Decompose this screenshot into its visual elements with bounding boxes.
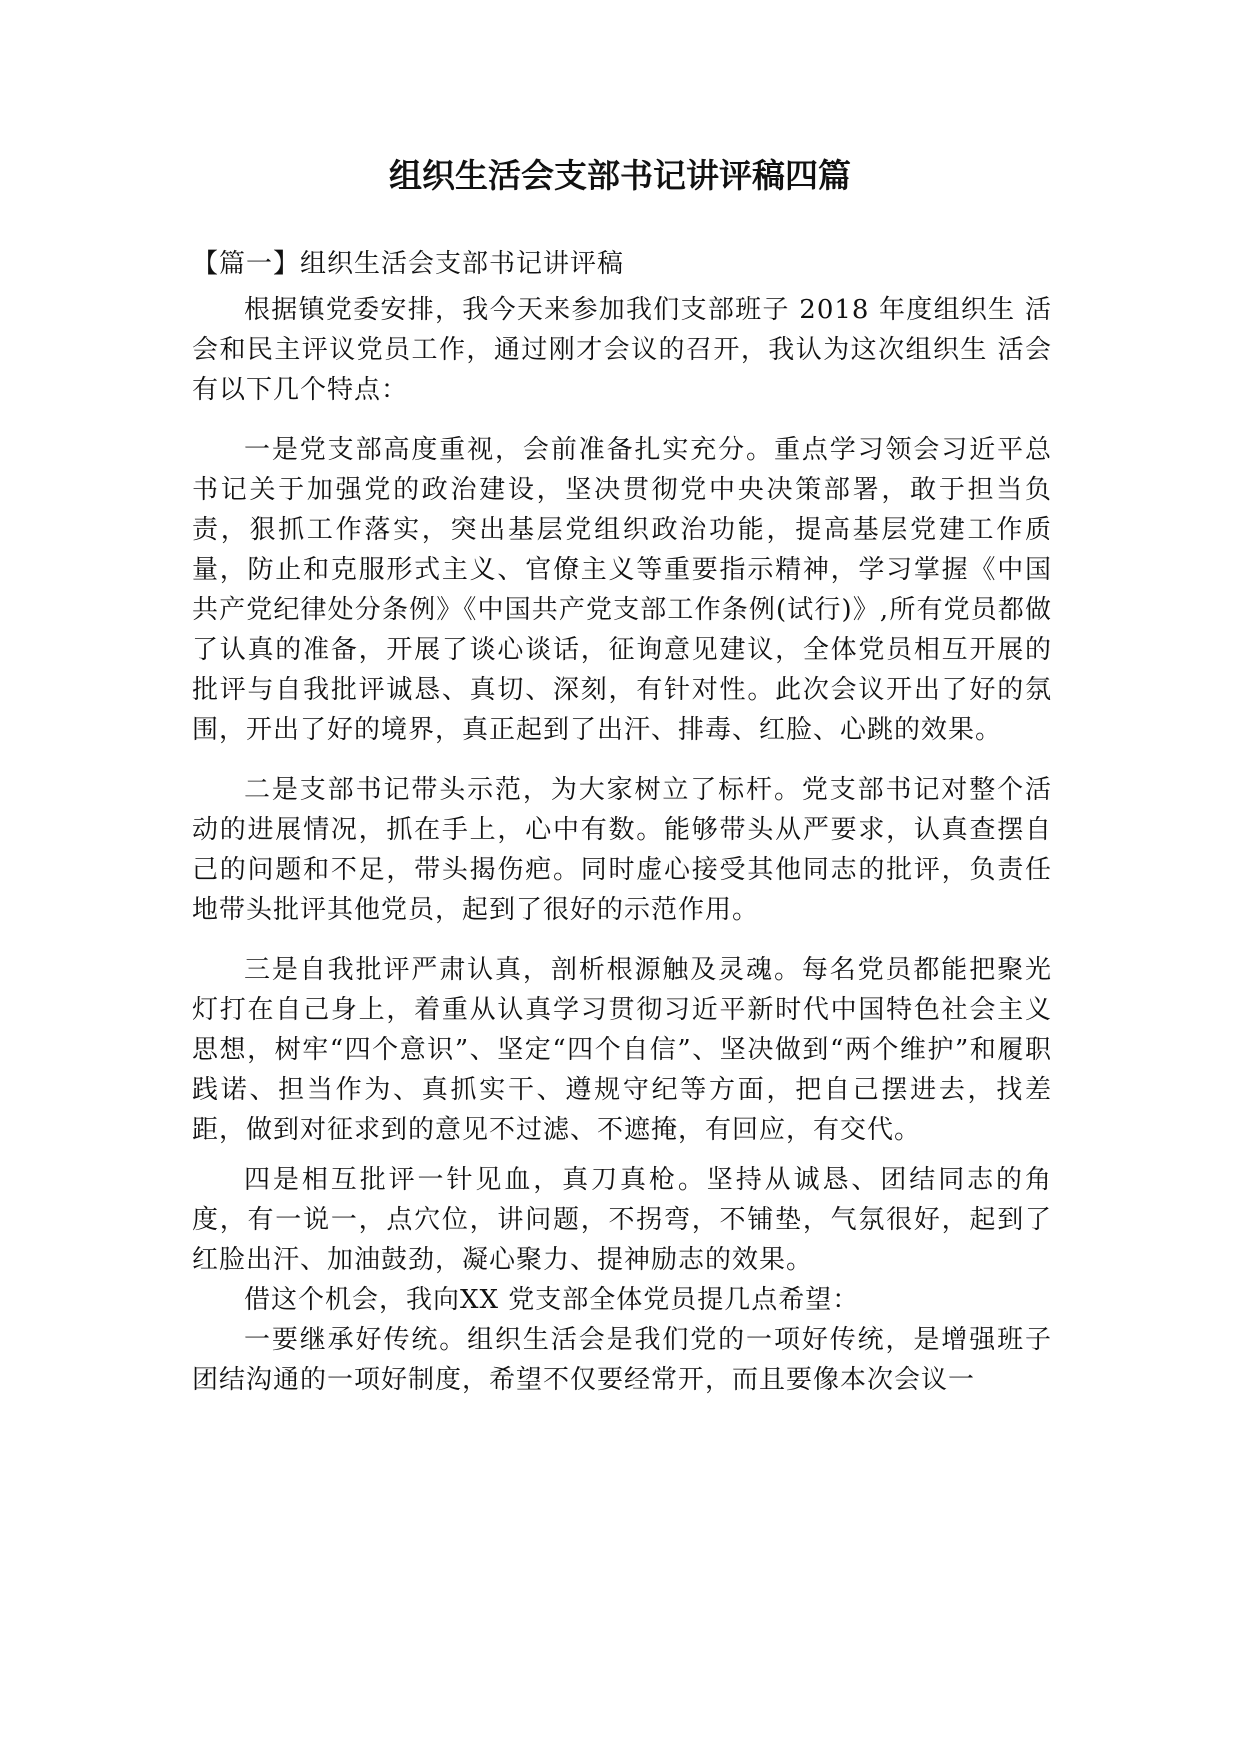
section-heading: 【篇一】组织生活会支部书记讲评稿: [192, 249, 625, 279]
paragraph-hopes-intro: 借这个机会，我向XX 党支部全体党员提几点希望：: [244, 1285, 860, 1315]
document-title: 组织生活会支部书记讲评稿四篇: [389, 156, 851, 195]
paragraph-point-four: 四是相互批评一针见血，真刀真枪。坚持从诚恳、团结同志的角度，有一说一，点穴位，讲问题，不拐弯，不铺垫，气氛很好，起到了红脸出汗、加油鼓劲，凝心聚力、提神励志的效果。: [192, 1165, 1052, 1275]
paragraph-hope-one: 一要继承好传统。组织生活会是我们党的一项好传统，是增强班子团结沟通的一项好制度，希望不仅要经常开，而且要像本次会议一: [192, 1325, 1052, 1395]
document-body: [192, 290, 1052, 1400]
paragraph-point-two: 二是支部书记带头示范，为大家树立了标杆。党支部书记对整个活动的进展情况，抓在手上，心中有数。能够带头从严要求，认真查摆自己的问题和不足，带头揭伤疤。同时虚心接受其他同志的批评，负责任地带头批评其他党员，起到了很好的示范作用。: [192, 775, 1052, 925]
paragraph-point-three: 三是自我批评严肃认真，剖析根源触及灵魂。每名党员都能把聚光灯打在自己身上，着重从认真学习贯彻习近平新时代中国特色社会主义思想，树牢“四个意识”、坚定“四个自信”、坚决做到“两个维护”和履职践诺、担当作为、真抓实干、遵规守纪等方面，把自己摆进去，找差距，做到对征求到的意见不过滤、不遮掩，有回应，有交代。: [192, 955, 1052, 1145]
paragraph-intro: 根据镇党委安排，我今天来参加我们支部班子 2018 年度组织生 活会和民主评议党员工作，通过刚才会议的召开，我认为这次组织生 活会有以下几个特点：: [192, 295, 1052, 405]
paragraph-point-one: 一是党支部高度重视，会前准备扎实充分。重点学习领会习近平总书记关于加强党的政治建设，坚决贯彻党中央决策部署，敢于担当负责，狠抓工作落实，突出基层党组织政治功能，提高基层党建工作质量，防止和克服形式主义、官僚主义等重要指示精神，学习掌握《中国共产党纪律处分条例》《中国共产党支部工作条例(试行)》,所有党员都做了认真的准备，开展了谈心谈话，征询意见建议，全体党员相互开展的批评与自我批评诚恳、真切、深刻，有针对性。此次会议开出了好的氛围，开出了好的境界，真正起到了出汗、排毒、红脸、心跳的效果。: [192, 435, 1052, 745]
